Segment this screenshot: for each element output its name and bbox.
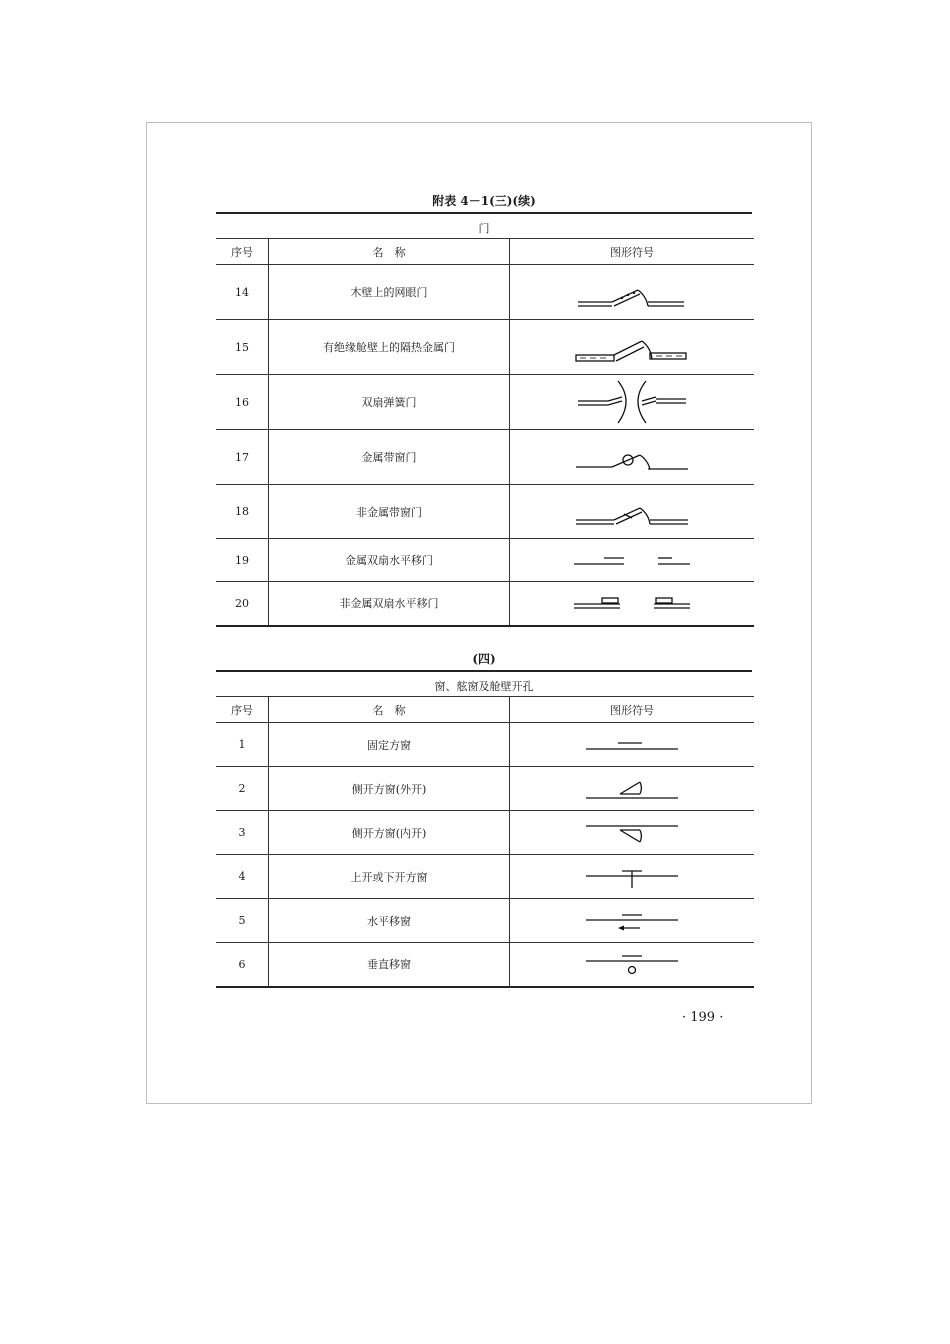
window-top-bottom-open-icon	[582, 862, 682, 892]
door-double-spring-icon	[572, 379, 692, 425]
header-symbol: 图形符号	[510, 239, 755, 265]
table-row	[216, 943, 754, 987]
row-name: 有绝缘舱壁上的隔热金属门	[269, 320, 510, 375]
row-name: 固定方窗	[269, 723, 510, 767]
table-row	[216, 723, 754, 767]
table4	[216, 696, 754, 988]
door-nonmetal-double-sliding-icon	[572, 591, 692, 615]
table-row	[216, 899, 754, 943]
header-no: 序号	[216, 697, 269, 723]
table-row	[216, 811, 754, 855]
row-name: 非金属双扇水平移门	[269, 582, 510, 626]
window-side-open-in-icon	[582, 818, 682, 848]
table3-subtitle: 门	[478, 222, 490, 235]
table-row	[216, 265, 754, 320]
row-name: 垂直移窗	[269, 943, 510, 987]
row-no: 18	[216, 485, 269, 539]
table4-subtitle: 窗、舷窗及舱壁开孔	[434, 680, 534, 693]
table-row	[216, 582, 754, 626]
table-row	[216, 855, 754, 899]
page-number: · 199 ·	[682, 1010, 724, 1025]
header-no: 序号	[216, 239, 269, 265]
row-name: 双扇弹簧门	[269, 375, 510, 430]
door-metal-double-sliding-icon	[572, 548, 692, 572]
door-insulated-metal-icon	[572, 327, 692, 367]
table3-top-rule	[216, 212, 752, 214]
table-row	[216, 485, 754, 539]
row-name: 非金属带窗门	[269, 485, 510, 539]
row-no: 5	[216, 899, 269, 943]
row-no: 15	[216, 320, 269, 375]
table-row	[216, 375, 754, 430]
row-name: 木壁上的网眼门	[269, 265, 510, 320]
window-side-open-out-icon	[582, 774, 682, 804]
row-name: 上开或下开方窗	[269, 855, 510, 899]
table3	[216, 238, 754, 627]
row-no: 3	[216, 811, 269, 855]
row-name: 水平移窗	[269, 899, 510, 943]
door-metal-window-icon	[572, 439, 692, 475]
table4-title: (四)	[472, 652, 496, 666]
header-name: 名 称	[269, 697, 510, 723]
window-fixed-icon	[582, 733, 682, 757]
row-name: 侧开方窗(外开)	[269, 767, 510, 811]
row-name: 金属双扇水平移门	[269, 539, 510, 582]
header-name: 名 称	[269, 239, 510, 265]
table-header-row	[216, 697, 754, 723]
table-row	[216, 539, 754, 582]
table-row	[216, 767, 754, 811]
row-no: 4	[216, 855, 269, 899]
table-row	[216, 430, 754, 485]
table-header-row	[216, 239, 754, 265]
row-no: 2	[216, 767, 269, 811]
row-no: 16	[216, 375, 269, 430]
row-no: 19	[216, 539, 269, 582]
row-no: 14	[216, 265, 269, 320]
row-name: 金属带窗门	[269, 430, 510, 485]
row-no: 17	[216, 430, 269, 485]
window-vertical-sliding-icon	[582, 949, 682, 979]
row-no: 1	[216, 723, 269, 767]
row-name: 侧开方窗(内开)	[269, 811, 510, 855]
table3-title: 附表 4－1(三)(续)	[432, 194, 536, 208]
door-mesh-wood-wall-icon	[572, 272, 692, 312]
row-no: 6	[216, 943, 269, 987]
door-nonmetal-window-icon	[572, 494, 692, 530]
window-horizontal-sliding-icon	[582, 906, 682, 936]
row-no: 20	[216, 582, 269, 626]
table4-top-rule	[216, 670, 752, 672]
table-row	[216, 320, 754, 375]
header-symbol: 图形符号	[510, 697, 755, 723]
